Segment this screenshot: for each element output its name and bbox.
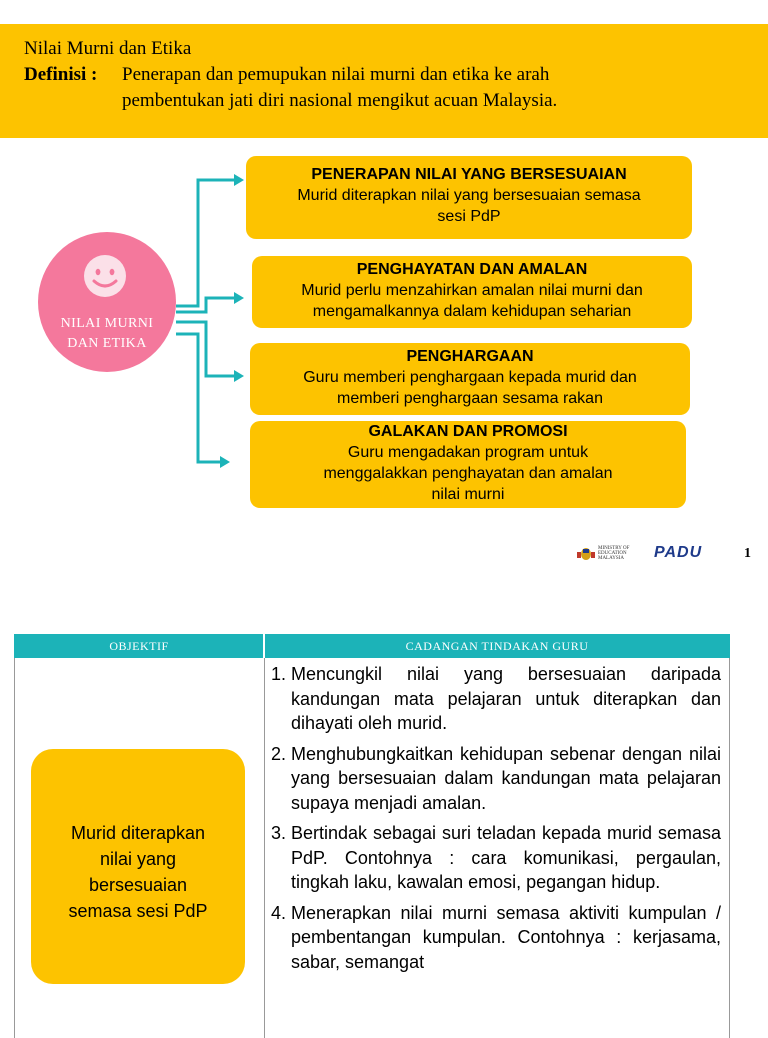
list-item	[271, 901, 721, 975]
action-list	[271, 662, 721, 980]
column-divider	[264, 658, 265, 1038]
smiley-icon	[83, 254, 127, 298]
arrow-to-box4	[176, 334, 222, 462]
box-text-line3: nilai murni	[431, 486, 505, 503]
center-label-line1: NILAI MURNI	[60, 316, 154, 331]
box-title: GALAKAN DAN PROMOSI	[368, 423, 568, 440]
box-title: PENGHARGAAN	[406, 348, 534, 365]
item-number: 4.	[271, 902, 287, 923]
arrow-to-box1	[176, 180, 236, 306]
box-text-line2: mengamalkannya dalam kehidupan seharian	[312, 303, 632, 320]
ministry-emblem-icon	[576, 546, 596, 562]
objective-text	[31, 820, 245, 924]
box-title: PENERAPAN NILAI YANG BERSESUAIAN	[311, 166, 627, 183]
padu-logo: PADU	[654, 544, 703, 561]
arrow-to-box3	[176, 322, 236, 376]
item-number: 2.	[271, 743, 287, 764]
box-text-line1: Murid diterapkan nilai yang bersesuaian semasa	[297, 187, 641, 204]
list-item	[271, 662, 721, 736]
definition-text-line1: Penerapan dan pemupukan nilai murni dan etika ke arah	[122, 64, 550, 85]
center-label-line2: DAN ETIKA	[67, 336, 147, 351]
box-galakan	[250, 421, 686, 508]
box-text-line2: sesi PdP	[437, 208, 501, 225]
ministry-logo-text: MINISTRY OF EDUCATION MALAYSIA	[598, 546, 630, 561]
box-penerapan	[246, 156, 692, 239]
item-text: Mencungkil nilai yang bersesuaian daripada kandungan mata pelajaran untuk diterapkan dan dihayati oleh murid.	[291, 664, 721, 733]
box-text-line1: Guru mengadakan program untuk	[347, 444, 589, 461]
box-penghayatan	[252, 256, 692, 328]
item-text: Menghubungkaitkan kehidupan sebenar dengan nilai yang bersesuaian dalam kandungan mata pelajaran supaya menjadi amalan.	[291, 743, 721, 813]
list-item	[271, 821, 721, 895]
objective-line: Murid diterapkan	[70, 823, 206, 843]
item-number: 1.	[271, 664, 287, 684]
header-cadangan: CADANGAN TINDAKAN GURU	[405, 639, 589, 653]
box-title: PENGHAYATAN DAN AMALAN	[356, 261, 588, 278]
definition-text-line2: pembentukan jati diri nasional mengikut acuan Malaysia.	[122, 90, 558, 111]
item-text: Bertindak sebagai suri teladan kepada murid semasa PdP. Contohnya : cara komunikasi, pergaulan, tingkah laku, kawalan emosi, pegangan hidup.	[291, 823, 721, 892]
box-penghargaan	[250, 343, 690, 415]
objective-line: nilai yang	[99, 849, 177, 869]
box-text-line2: memberi penghargaan sesama rakan	[337, 390, 603, 407]
item-number: 3.	[271, 823, 287, 843]
item-text: Menerapkan nilai murni semasa aktiviti kumpulan / pembentangan kumpulan. Contohnya : kerjasama, sabar, semangat	[291, 902, 721, 972]
list-item	[271, 742, 721, 816]
center-label	[38, 314, 176, 354]
page-number: 1	[744, 546, 751, 561]
definition-label: Definisi :	[24, 64, 98, 85]
box-text-line1: Murid perlu menzahirkan amalan nilai murni dan	[301, 282, 643, 299]
header-objektif: OBJEKTIF	[109, 639, 169, 653]
box-text-line1: Guru memberi penghargaan kepada murid dan	[303, 369, 637, 386]
objective-line: bersesuaian	[88, 875, 188, 895]
slide-title: Nilai Murni dan Etika	[24, 38, 192, 59]
objective-line: semasa sesi PdP	[68, 901, 208, 921]
box-text-line2: menggalakkan penghayatan dan amalan	[323, 465, 613, 482]
